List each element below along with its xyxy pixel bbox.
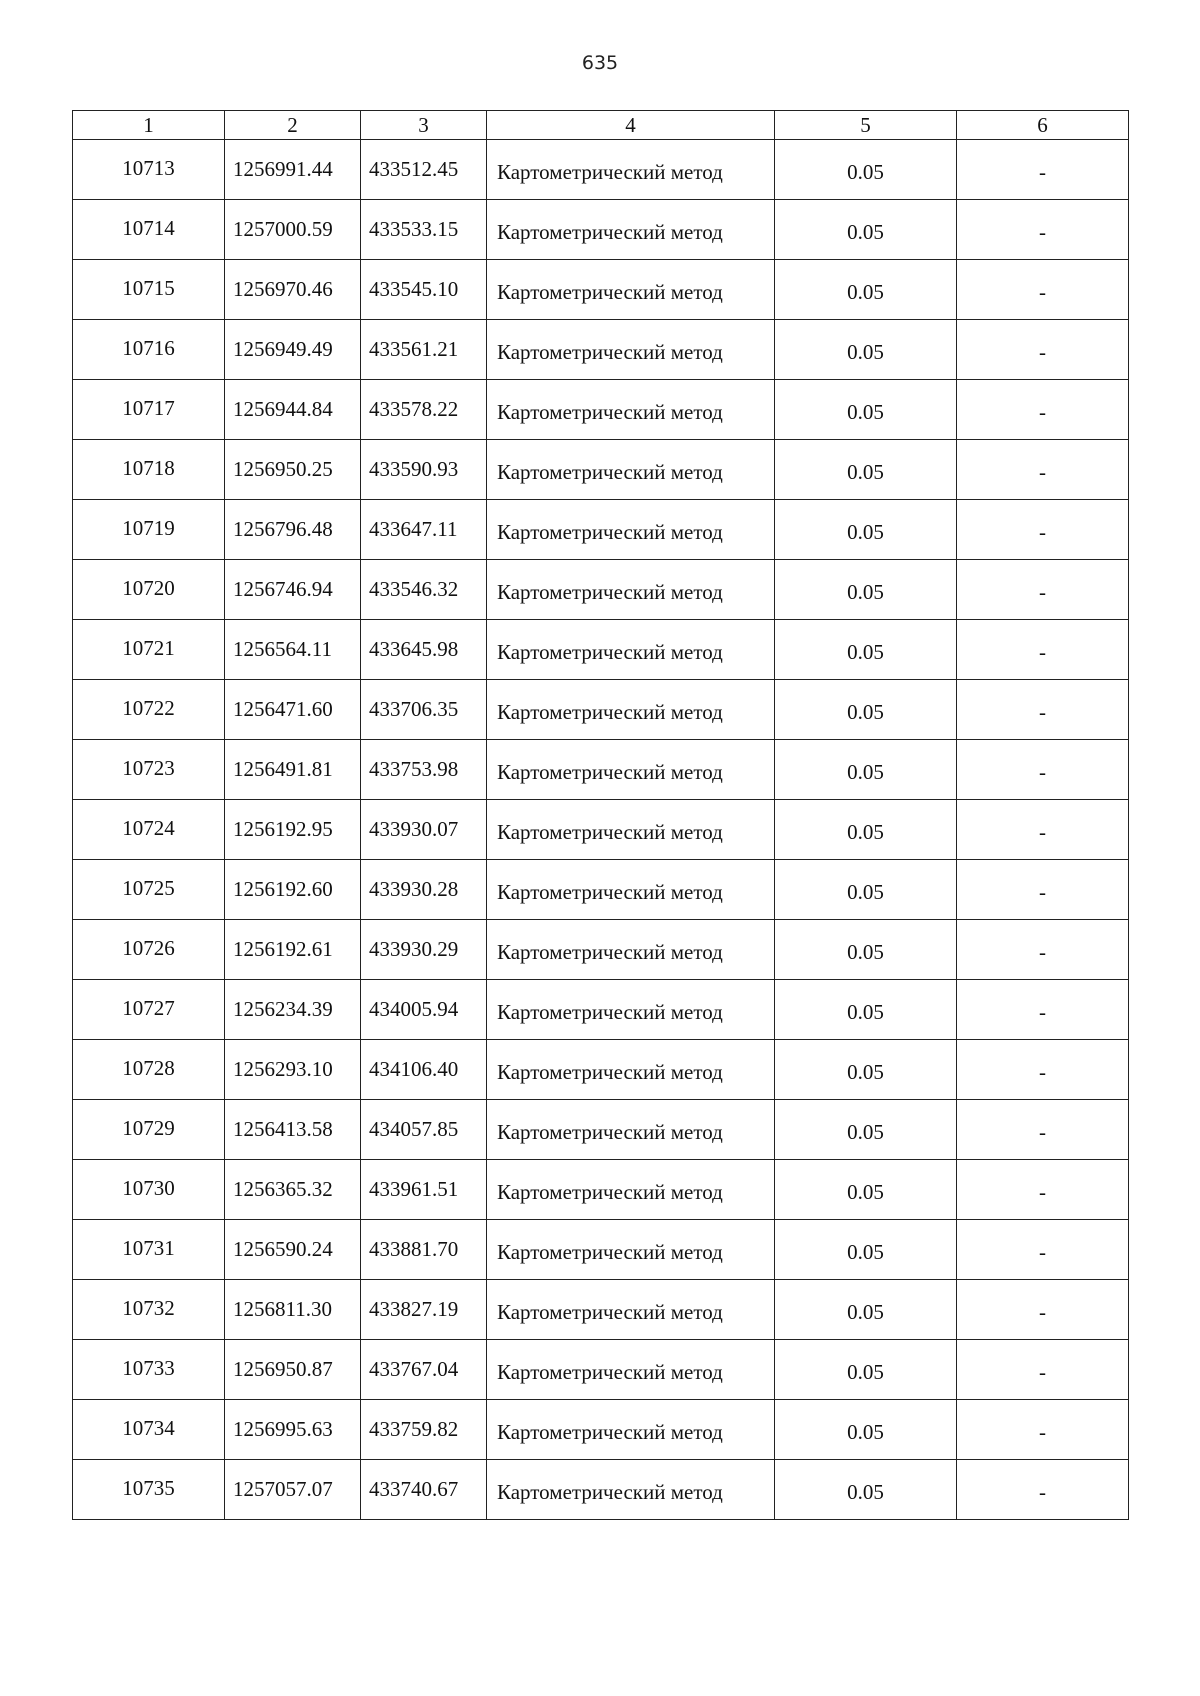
x-coordinate-cell: 1256991.44 (225, 140, 361, 200)
note-cell: - (957, 980, 1129, 1040)
method-cell: Картометрический метод (487, 920, 775, 980)
point-number-cell: 10718 (73, 440, 225, 500)
note-cell: - (957, 440, 1129, 500)
y-coordinate-cell: 434106.40 (361, 1040, 487, 1100)
note-cell: - (957, 1340, 1129, 1400)
note-cell: - (957, 380, 1129, 440)
method-cell: Картометрический метод (487, 1220, 775, 1280)
accuracy-cell: 0.05 (775, 320, 957, 380)
x-coordinate-cell: 1257000.59 (225, 200, 361, 260)
method-cell: Картометрический метод (487, 1280, 775, 1340)
y-coordinate-cell: 433546.32 (361, 560, 487, 620)
table-row (73, 1280, 1129, 1340)
method-cell: Картометрический метод (487, 1040, 775, 1100)
x-coordinate-cell: 1256970.46 (225, 260, 361, 320)
accuracy-cell: 0.05 (775, 200, 957, 260)
y-coordinate-cell: 433512.45 (361, 140, 487, 200)
note-cell: - (957, 140, 1129, 200)
header-cell: 4 (487, 111, 775, 140)
note-cell: - (957, 500, 1129, 560)
note-cell: - (957, 680, 1129, 740)
accuracy-cell: 0.05 (775, 860, 957, 920)
header-cell: 6 (957, 111, 1129, 140)
y-coordinate-cell: 433930.07 (361, 800, 487, 860)
accuracy-cell: 0.05 (775, 620, 957, 680)
point-number-cell: 10717 (73, 380, 225, 440)
note-cell: - (957, 1460, 1129, 1520)
table-row (73, 680, 1129, 740)
x-coordinate-cell: 1256811.30 (225, 1280, 361, 1340)
point-number-cell: 10727 (73, 980, 225, 1040)
x-coordinate-cell: 1256950.87 (225, 1340, 361, 1400)
note-cell: - (957, 1160, 1129, 1220)
x-coordinate-cell: 1256590.24 (225, 1220, 361, 1280)
point-number-cell: 10719 (73, 500, 225, 560)
point-number-cell: 10726 (73, 920, 225, 980)
table-row (73, 980, 1129, 1040)
accuracy-cell: 0.05 (775, 920, 957, 980)
accuracy-cell: 0.05 (775, 1100, 957, 1160)
point-number-cell: 10731 (73, 1220, 225, 1280)
y-coordinate-cell: 433561.21 (361, 320, 487, 380)
y-coordinate-cell: 433740.67 (361, 1460, 487, 1520)
x-coordinate-cell: 1256995.63 (225, 1400, 361, 1460)
table-header-row (73, 111, 1129, 140)
table-row (73, 440, 1129, 500)
y-coordinate-cell: 433590.93 (361, 440, 487, 500)
table-row (73, 1400, 1129, 1460)
x-coordinate-cell: 1256746.94 (225, 560, 361, 620)
table-row (73, 560, 1129, 620)
y-coordinate-cell: 433827.19 (361, 1280, 487, 1340)
header-cell: 1 (73, 111, 225, 140)
table-row (73, 320, 1129, 380)
method-cell: Картометрический метод (487, 680, 775, 740)
point-number-cell: 10725 (73, 860, 225, 920)
accuracy-cell: 0.05 (775, 680, 957, 740)
point-number-cell: 10733 (73, 1340, 225, 1400)
point-number-cell: 10724 (73, 800, 225, 860)
table-row (73, 620, 1129, 680)
accuracy-cell: 0.05 (775, 1460, 957, 1520)
x-coordinate-cell: 1256944.84 (225, 380, 361, 440)
header-cell: 5 (775, 111, 957, 140)
accuracy-cell: 0.05 (775, 140, 957, 200)
method-cell: Картометрический метод (487, 1460, 775, 1520)
table-row (73, 200, 1129, 260)
y-coordinate-cell: 433961.51 (361, 1160, 487, 1220)
note-cell: - (957, 320, 1129, 380)
table-row (73, 1220, 1129, 1280)
note-cell: - (957, 1220, 1129, 1280)
table-row (73, 380, 1129, 440)
table-row (73, 860, 1129, 920)
method-cell: Картометрический метод (487, 380, 775, 440)
point-number-cell: 10734 (73, 1400, 225, 1460)
note-cell: - (957, 1280, 1129, 1340)
note-cell: - (957, 740, 1129, 800)
y-coordinate-cell: 433930.29 (361, 920, 487, 980)
point-number-cell: 10730 (73, 1160, 225, 1220)
table-row (73, 1160, 1129, 1220)
method-cell: Картометрический метод (487, 140, 775, 200)
point-number-cell: 10722 (73, 680, 225, 740)
accuracy-cell: 0.05 (775, 1160, 957, 1220)
x-coordinate-cell: 1256950.25 (225, 440, 361, 500)
note-cell: - (957, 200, 1129, 260)
table-row (73, 800, 1129, 860)
note-cell: - (957, 620, 1129, 680)
x-coordinate-cell: 1257057.07 (225, 1460, 361, 1520)
x-coordinate-cell: 1256192.61 (225, 920, 361, 980)
table-row (73, 140, 1129, 200)
method-cell: Картометрический метод (487, 1400, 775, 1460)
point-number-cell: 10715 (73, 260, 225, 320)
header-cell: 2 (225, 111, 361, 140)
accuracy-cell: 0.05 (775, 380, 957, 440)
accuracy-cell: 0.05 (775, 740, 957, 800)
x-coordinate-cell: 1256796.48 (225, 500, 361, 560)
y-coordinate-cell: 433753.98 (361, 740, 487, 800)
accuracy-cell: 0.05 (775, 1220, 957, 1280)
point-number-cell: 10735 (73, 1460, 225, 1520)
table-row (73, 500, 1129, 560)
y-coordinate-cell: 433767.04 (361, 1340, 487, 1400)
point-number-cell: 10716 (73, 320, 225, 380)
note-cell: - (957, 860, 1129, 920)
table-row (73, 1100, 1129, 1160)
method-cell: Картометрический метод (487, 320, 775, 380)
y-coordinate-cell: 433533.15 (361, 200, 487, 260)
method-cell: Картометрический метод (487, 860, 775, 920)
method-cell: Картометрический метод (487, 440, 775, 500)
note-cell: - (957, 1040, 1129, 1100)
note-cell: - (957, 1400, 1129, 1460)
y-coordinate-cell: 433706.35 (361, 680, 487, 740)
note-cell: - (957, 560, 1129, 620)
accuracy-cell: 0.05 (775, 1040, 957, 1100)
accuracy-cell: 0.05 (775, 800, 957, 860)
accuracy-cell: 0.05 (775, 440, 957, 500)
x-coordinate-cell: 1256471.60 (225, 680, 361, 740)
accuracy-cell: 0.05 (775, 260, 957, 320)
method-cell: Картометрический метод (487, 500, 775, 560)
y-coordinate-cell: 434057.85 (361, 1100, 487, 1160)
method-cell: Картометрический метод (487, 1160, 775, 1220)
note-cell: - (957, 920, 1129, 980)
note-cell: - (957, 260, 1129, 320)
method-cell: Картометрический метод (487, 560, 775, 620)
accuracy-cell: 0.05 (775, 1280, 957, 1340)
method-cell: Картометрический метод (487, 1340, 775, 1400)
page-number: 635 (581, 52, 619, 74)
table-row (73, 1460, 1129, 1520)
method-cell: Картометрический метод (487, 980, 775, 1040)
coordinates-table (72, 110, 1129, 1520)
note-cell: - (957, 800, 1129, 860)
table-row (73, 260, 1129, 320)
table-row (73, 920, 1129, 980)
header-cell: 3 (361, 111, 487, 140)
x-coordinate-cell: 1256949.49 (225, 320, 361, 380)
x-coordinate-cell: 1256365.32 (225, 1160, 361, 1220)
method-cell: Картометрический метод (487, 740, 775, 800)
table-row (73, 1040, 1129, 1100)
y-coordinate-cell: 433930.28 (361, 860, 487, 920)
x-coordinate-cell: 1256234.39 (225, 980, 361, 1040)
x-coordinate-cell: 1256564.11 (225, 620, 361, 680)
method-cell: Картометрический метод (487, 200, 775, 260)
y-coordinate-cell: 433645.98 (361, 620, 487, 680)
point-number-cell: 10714 (73, 200, 225, 260)
point-number-cell: 10713 (73, 140, 225, 200)
x-coordinate-cell: 1256293.10 (225, 1040, 361, 1100)
accuracy-cell: 0.05 (775, 560, 957, 620)
point-number-cell: 10732 (73, 1280, 225, 1340)
method-cell: Картометрический метод (487, 1100, 775, 1160)
accuracy-cell: 0.05 (775, 1400, 957, 1460)
accuracy-cell: 0.05 (775, 500, 957, 560)
point-number-cell: 10723 (73, 740, 225, 800)
accuracy-cell: 0.05 (775, 1340, 957, 1400)
point-number-cell: 10729 (73, 1100, 225, 1160)
table-row (73, 1340, 1129, 1400)
x-coordinate-cell: 1256413.58 (225, 1100, 361, 1160)
y-coordinate-cell: 433759.82 (361, 1400, 487, 1460)
point-number-cell: 10720 (73, 560, 225, 620)
point-number-cell: 10728 (73, 1040, 225, 1100)
table-row (73, 740, 1129, 800)
x-coordinate-cell: 1256192.60 (225, 860, 361, 920)
note-cell: - (957, 1100, 1129, 1160)
y-coordinate-cell: 433545.10 (361, 260, 487, 320)
method-cell: Картометрический метод (487, 260, 775, 320)
method-cell: Картометрический метод (487, 620, 775, 680)
method-cell: Картометрический метод (487, 800, 775, 860)
y-coordinate-cell: 433578.22 (361, 380, 487, 440)
y-coordinate-cell: 433881.70 (361, 1220, 487, 1280)
accuracy-cell: 0.05 (775, 980, 957, 1040)
point-number-cell: 10721 (73, 620, 225, 680)
y-coordinate-cell: 433647.11 (361, 500, 487, 560)
table-body (73, 140, 1129, 1520)
y-coordinate-cell: 434005.94 (361, 980, 487, 1040)
x-coordinate-cell: 1256491.81 (225, 740, 361, 800)
x-coordinate-cell: 1256192.95 (225, 800, 361, 860)
